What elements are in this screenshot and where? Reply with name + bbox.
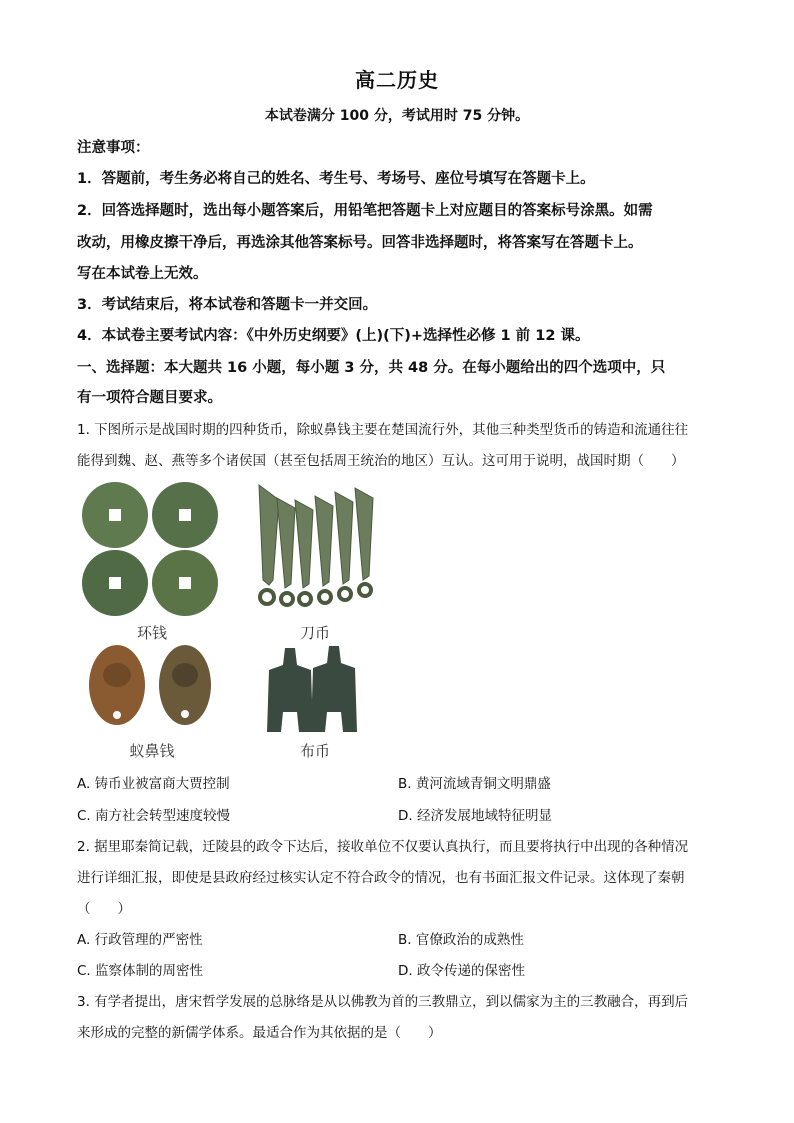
question-2-stem-cont: 进行详细汇报，即使是县政府经过核实认定不符合政令的情况，也有书面汇报文件记录。这体现了秦朝 [77, 870, 685, 886]
notice-item: 改动，用橡皮擦干净后，再选涂其他答案标号。回答非选择题时，将答案写在答题卡上。 [77, 235, 643, 251]
caption-ant-nose-coin: 蚁鼻钱 [129, 742, 175, 760]
q1-option-b: B. 黄河流域青铜文明鼎盛 [398, 776, 551, 792]
question-3-stem-cont: 来形成的完整的新儒学体系。最适合作为其依据的是（ ） [77, 1025, 442, 1041]
question-2-stem-cont: （ ） [77, 901, 131, 917]
q2-option-c: C. 监察体制的周密性 [77, 963, 204, 979]
question-3-stem: 3. 有学者提出，唐宋哲学发展的总脉络是从以佛教为首的三教鼎立，到以儒家为主的三教融合，再到后 [77, 994, 689, 1010]
notice-item: 3．考试结束后，将本试卷和答题卡一并交回。 [77, 297, 378, 313]
notice-item: 4．本试卷主要考试内容：《中外历史纲要》(上)(下)+选择性必修 1 前 12 课。 [77, 328, 590, 344]
ring-coins-image [82, 482, 218, 616]
section-heading: 一、选择题：本大题共 16 小题，每小题 3 分，共 48 分。在每小题给出的四个选项中，只 [77, 360, 666, 376]
spade-coins-image [267, 646, 357, 732]
section-heading-cont: 有一项符合题目要求。 [77, 390, 222, 406]
caption-ring-coin: 环钱 [136, 624, 167, 642]
q2-option-d: D. 政令传递的保密性 [398, 963, 525, 979]
notice-item: 2．回答选择题时，选出每小题答案后，用铅笔把答题卡上对应题目的答案标号涂黑。如需 [77, 203, 653, 219]
q2-option-a: A. 行政管理的严密性 [77, 932, 203, 948]
exam-info: 本试卷满分 100 分，考试用时 75 分钟。 [264, 108, 530, 124]
currency-figure [77, 480, 387, 765]
q1-option-d: D. 经济发展地域特征明显 [398, 808, 552, 824]
q1-option-c: C. 南方社会转型速度较慢 [77, 808, 231, 824]
question-1-stem-cont: 能得到魏、赵、燕等多个诸侯国（甚至包括周王统治的地区）互认。这可用于说明，战国时期（ ） [77, 453, 685, 469]
knife-coins-image [259, 485, 373, 605]
caption-knife-coin: 刀币 [299, 624, 330, 642]
notice-item: 写在本试卷上无效。 [77, 266, 208, 282]
q1-option-a: A. 铸币业被富商大贾控制 [77, 776, 230, 792]
ant-nose-coins-image [89, 645, 211, 725]
question-2-stem: 2. 据里耶秦简记载，迁陵县的政令下达后，接收单位不仅要认真执行，而且要将执行中出现的各种情况 [77, 839, 689, 855]
notice-item: 1．答题前，考生务必将自己的姓名、考生号、考场号、座位号填写在答题卡上。 [77, 171, 595, 187]
q2-option-b: B. 官僚政治的成熟性 [398, 932, 524, 948]
page-title: 高二历史 [355, 68, 439, 92]
notice-heading: 注意事项： [77, 140, 150, 156]
question-1-stem: 1. 下图所示是战国时期的四种货币，除蚁鼻钱主要在楚国流行外，其他三种类型货币的铸造和流通往往 [77, 422, 689, 438]
caption-spade-coin: 布币 [299, 742, 330, 760]
